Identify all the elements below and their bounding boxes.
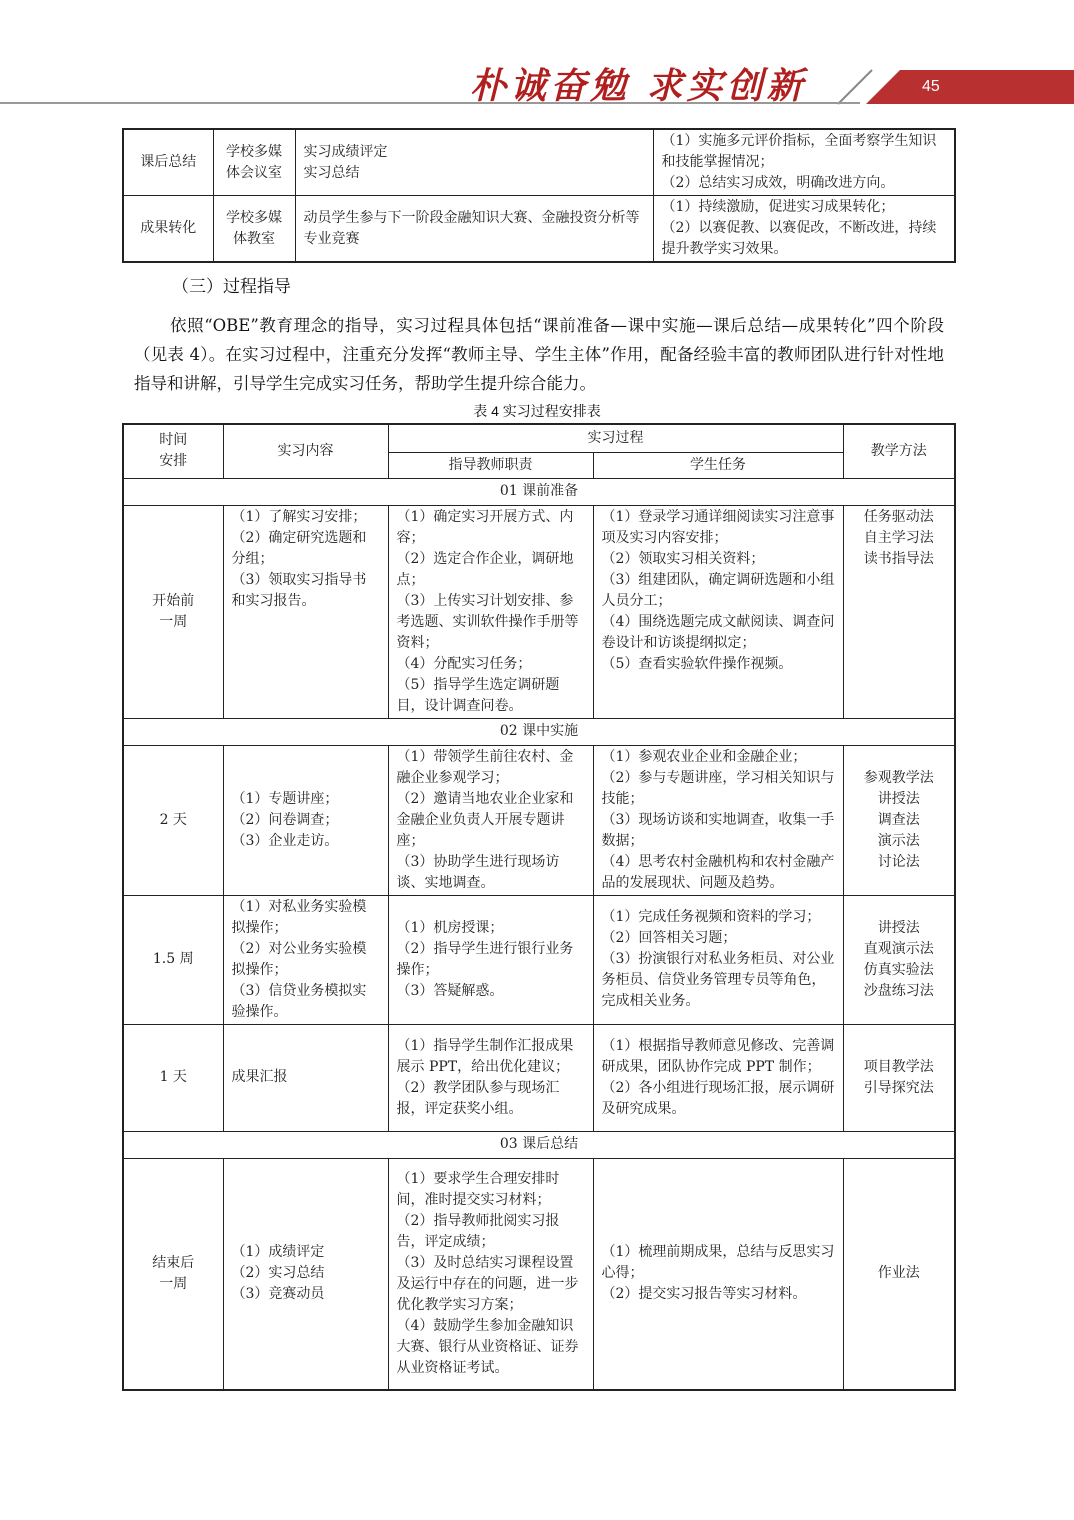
section-row bbox=[123, 718, 955, 745]
table-row bbox=[123, 895, 955, 1024]
cell-content: （1）成绩评定 （2）实习总结 （3）竞赛动员 bbox=[223, 1158, 388, 1390]
cell-student: （1）参观农业企业和金融企业； （2）参与专题讲座，学习相关知识与技能； （3）现场访谈和实地调查，收集一手数据； （4）思考农村金融机构和农村金融产品的发展现状、问题及趋势。 bbox=[593, 745, 843, 895]
body-paragraph: 依照“OBE”教育理念的指导，实习过程具体包括“课前准备—课中实施—课后总结—成果转化”四个阶段（见表 4）。在实习过程中，注重充分发挥“教师主导、学生主体”作用，配备经验丰富的教师团队进行针对性地指导和讲解，引导学生完成实习任务，帮助学生提升综合能力。 bbox=[134, 316, 944, 393]
cell-content: 动员学生参与下一阶段金融知识大赛、金融投资分析等专业竞赛 bbox=[295, 196, 653, 263]
cell-time: 1 天 bbox=[123, 1024, 223, 1131]
section-title: 02 课中实施 bbox=[123, 718, 955, 745]
header-process: 实习过程 bbox=[388, 424, 843, 452]
section-heading: （三）过程指导 bbox=[172, 277, 291, 296]
table-row bbox=[123, 196, 955, 263]
header-row bbox=[123, 424, 955, 452]
cell-time: 结束后 一周 bbox=[123, 1158, 223, 1390]
cell-place: 学校多媒 体教室 bbox=[213, 196, 295, 263]
cell-teacher: （1）带领学生前往农村、金融企业参观学习； （2）邀请当地农业企业家和金融企业负责人开展专题讲座； （3）协助学生进行现场访谈、实地调查。 bbox=[388, 745, 593, 895]
table-row bbox=[123, 505, 955, 718]
header-method: 教学方法 bbox=[843, 424, 955, 478]
cell-student: （1）完成任务视频和资料的学习； （2）回答相关习题； （3）扮演银行对私业务柜员、对公业务柜员、信贷业务管理专员等角色，完成相关业务。 bbox=[593, 895, 843, 1024]
cell-teacher: （1）要求学生合理安排时间，准时提交实习材料； （2）指导教师批阅实习报告，评定成绩； （3）及时总结实习课程设置及运行中存在的问题，进一步优化教学实习方案； （4）鼓励学生参加金融知识大赛、银行从业资格证、证券从业资格证考试。 bbox=[388, 1158, 593, 1390]
cell-time: 1.5 周 bbox=[123, 895, 223, 1024]
table-row bbox=[123, 1024, 955, 1131]
cell-place: 学校多媒 体会议室 bbox=[213, 129, 295, 196]
cell-method: 作业法 bbox=[843, 1158, 955, 1390]
section-title: 03 课后总结 bbox=[123, 1131, 955, 1158]
cell-student: （1）梳理前期成果，总结与反思实习心得； （2）提交实习报告等实习材料。 bbox=[593, 1158, 843, 1390]
cell-time: 开始前 一周 bbox=[123, 505, 223, 718]
header-slogan: 朴诚奋勉 求实创新 bbox=[470, 65, 807, 107]
cell-stage: 课后总结 bbox=[123, 129, 213, 196]
cell-content: 成果汇报 bbox=[223, 1024, 388, 1131]
cell-effect: （1）实施多元评价指标，全面考察学生知识和技能掌握情况； （2）总结实习成效，明确改进方向。 bbox=[653, 129, 955, 196]
cell-teacher: （1）指导学生制作汇报成果展示 PPT，给出优化建议； （2）教学团队参与现场汇报，评定获奖小组。 bbox=[388, 1024, 593, 1131]
header-content: 实习内容 bbox=[223, 424, 388, 478]
cell-stage: 成果转化 bbox=[123, 196, 213, 263]
cell-content: 实习成绩评定 实习总结 bbox=[295, 129, 653, 196]
cell-student: （1）登录学习通详细阅读实习注意事项及实习内容安排； （2）领取实习相关资料； （3）组建团队，确定调研选题和小组人员分工； （4）围绕选题完成文献阅读、调查问卷设计和访谈提纲拟定； （5）查看实验软件操作视频。 bbox=[593, 505, 843, 718]
table-row bbox=[123, 745, 955, 895]
cell-method: 讲授法 直观演示法 仿真实验法 沙盘练习法 bbox=[843, 895, 955, 1024]
page-header bbox=[0, 0, 1074, 110]
table-main bbox=[122, 423, 956, 1391]
page-number: 45 bbox=[922, 78, 940, 95]
cell-teacher: （1）确定实习开展方式、内容； （2）选定合作企业，调研地点； （3）上传实习计划安排、参考选题、实训软件操作手册等资料； （4）分配实习任务； （5）指导学生选定调研题目，设计调查问卷。 bbox=[388, 505, 593, 718]
cell-effect: （1）持续激励，促进实习成果转化； （2）以赛促教、以赛促改，不断改进，持续提升教学实习效果。 bbox=[653, 196, 955, 263]
cell-content: （1）专题讲座； （2）问卷调查； （3）企业走访。 bbox=[223, 745, 388, 895]
cell-content: （1）对私业务实验模拟操作； （2）对公业务实验模拟操作； （3）信贷业务模拟实验操作。 bbox=[223, 895, 388, 1024]
cell-method: 参观教学法 讲授法 调查法 演示法 讨论法 bbox=[843, 745, 955, 895]
cell-teacher: （1）机房授课； （2）指导学生进行银行业务操作； （3）答疑解惑。 bbox=[388, 895, 593, 1024]
table-row bbox=[123, 1158, 955, 1390]
table-caption: 表 4 实习过程安排表 bbox=[473, 403, 601, 419]
section-row bbox=[123, 478, 955, 505]
header-teacher: 指导教师职责 bbox=[388, 452, 593, 478]
table-top bbox=[122, 128, 956, 263]
cell-content: （1）了解实习安排； （2）确定研究选题和分组； （3）领取实习指导书和实习报告。 bbox=[223, 505, 388, 718]
section-row bbox=[123, 1131, 955, 1158]
cell-method: 任务驱动法 自主学习法 读书指导法 bbox=[843, 505, 955, 718]
section-title: 01 课前准备 bbox=[123, 478, 955, 505]
header-time: 时间 安排 bbox=[123, 424, 223, 478]
cell-student: （1）根据指导教师意见修改、完善调研成果，团队协作完成 PPT 制作； （2）各小组进行现场汇报，展示调研及研究成果。 bbox=[593, 1024, 843, 1131]
table-row bbox=[123, 129, 955, 196]
cell-time: 2 天 bbox=[123, 745, 223, 895]
cell-method: 项目教学法 引导探究法 bbox=[843, 1024, 955, 1131]
header-student: 学生任务 bbox=[593, 452, 843, 478]
